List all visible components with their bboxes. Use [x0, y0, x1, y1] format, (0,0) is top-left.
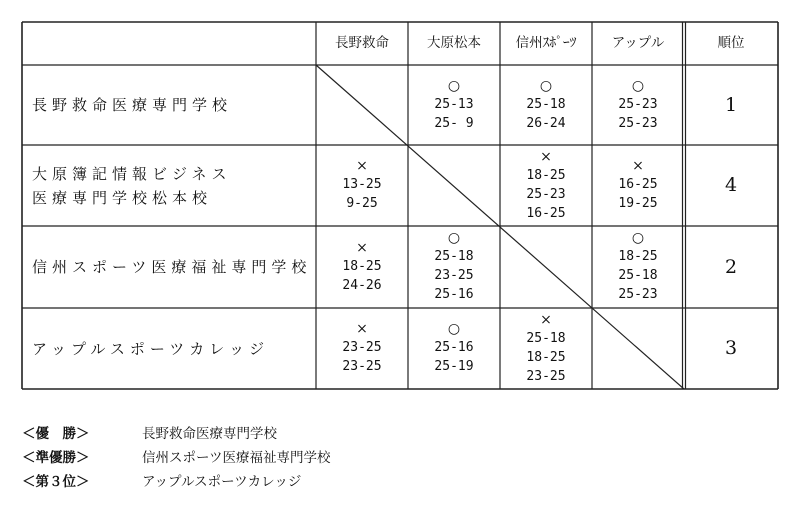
loss-mark: ×: [632, 158, 644, 174]
column-header: アップル: [611, 35, 665, 51]
standing-label: ＜準優勝＞: [22, 450, 90, 466]
match-result: [408, 308, 500, 389]
set-score: 25-16: [434, 287, 474, 302]
rank-value: 1: [724, 93, 738, 116]
final-standings: [22, 420, 330, 492]
set-score: 18-25: [618, 249, 658, 264]
standing-team: アップルスポーツカレッジ: [142, 474, 302, 490]
standing-team: 長野救命医療専門学校: [142, 426, 277, 442]
match-result: [592, 65, 684, 145]
self-match-cell: [408, 145, 500, 226]
set-score: 23-25: [434, 268, 474, 283]
match-result: [408, 65, 500, 145]
set-score: 23-25: [342, 359, 382, 374]
set-score: 25-16: [434, 340, 474, 355]
rank-value: 2: [724, 255, 738, 278]
standing-label: ＜第３位＞: [22, 474, 90, 490]
set-score: 25-19: [434, 359, 474, 374]
column-header: 大原松本: [427, 35, 481, 51]
match-result: [408, 226, 500, 308]
set-score: 24-26: [342, 277, 382, 293]
loss-mark: ×: [356, 239, 368, 256]
loss-mark: ×: [356, 321, 368, 337]
set-score: 25-13: [434, 96, 474, 112]
team-name-line: 長野救命医療専門学校: [32, 96, 233, 114]
standing-row: [22, 420, 330, 444]
team-name: [22, 308, 326, 389]
standing-row: [22, 468, 330, 492]
set-score: 16-25: [618, 177, 658, 192]
set-score: 25-18: [434, 249, 474, 264]
match-result: [316, 308, 408, 389]
win-mark: ○: [447, 77, 461, 94]
loss-mark: ×: [356, 158, 368, 174]
match-result: [316, 145, 408, 226]
self-match-cell: [500, 226, 592, 308]
match-result: [500, 65, 592, 145]
match-result: [500, 308, 592, 389]
win-mark: ○: [447, 321, 461, 337]
set-score: 26-24: [526, 115, 566, 131]
match-result: [592, 145, 684, 226]
set-score: 18-25: [526, 167, 566, 183]
self-match-cell: [592, 308, 684, 389]
set-score: 19-25: [618, 196, 658, 211]
team-name-line: アップルスポーツカレッジ: [32, 339, 270, 358]
win-mark: ○: [631, 230, 645, 246]
match-result: [500, 145, 592, 226]
set-score: 25-18: [526, 96, 566, 112]
team-name: [22, 226, 326, 308]
set-score: 9-25: [346, 196, 378, 211]
set-score: 18-25: [526, 349, 566, 365]
set-score: 23-25: [342, 340, 382, 355]
set-score: 25-23: [618, 115, 658, 131]
team-name: [22, 145, 326, 226]
column-header: 信州ｽﾎﾟｰﾂ: [515, 35, 577, 51]
rank-value: 3: [724, 337, 738, 359]
set-score: 25- 9: [434, 115, 474, 131]
team-name-line: 大原簿記情報ビジネス: [32, 164, 232, 183]
column-header: 長野救命: [335, 35, 389, 51]
team-name-line: 信州スポーツ医療福祉専門学校: [32, 258, 312, 276]
self-match-cell: [316, 65, 408, 145]
set-score: 25-23: [526, 186, 566, 202]
set-score: 25-18: [526, 330, 566, 346]
set-score: 16-25: [526, 205, 566, 221]
set-score: 25-23: [618, 287, 658, 302]
standing-team: 信州スポーツ医療福祉専門学校: [142, 450, 331, 466]
win-mark: ○: [631, 77, 645, 94]
set-score: 13-25: [342, 177, 382, 192]
set-score: 18-25: [342, 258, 382, 274]
column-header: 順位: [717, 35, 745, 51]
match-result: [592, 226, 684, 308]
set-score: 25-18: [618, 268, 658, 283]
header-corner: [22, 22, 316, 65]
team-name: [22, 65, 326, 145]
set-score: 23-25: [526, 368, 566, 384]
loss-mark: ×: [540, 311, 552, 328]
team-name-line: 医療専門学校松本校: [32, 188, 213, 207]
standing-label: ＜優 勝＞: [22, 426, 90, 442]
rank-value: 4: [724, 174, 738, 196]
standing-row: [22, 444, 330, 468]
win-mark: ○: [539, 77, 553, 94]
win-mark: ○: [447, 230, 461, 246]
match-result: [316, 226, 408, 308]
set-score: 25-23: [618, 96, 658, 112]
loss-mark: ×: [540, 148, 552, 165]
